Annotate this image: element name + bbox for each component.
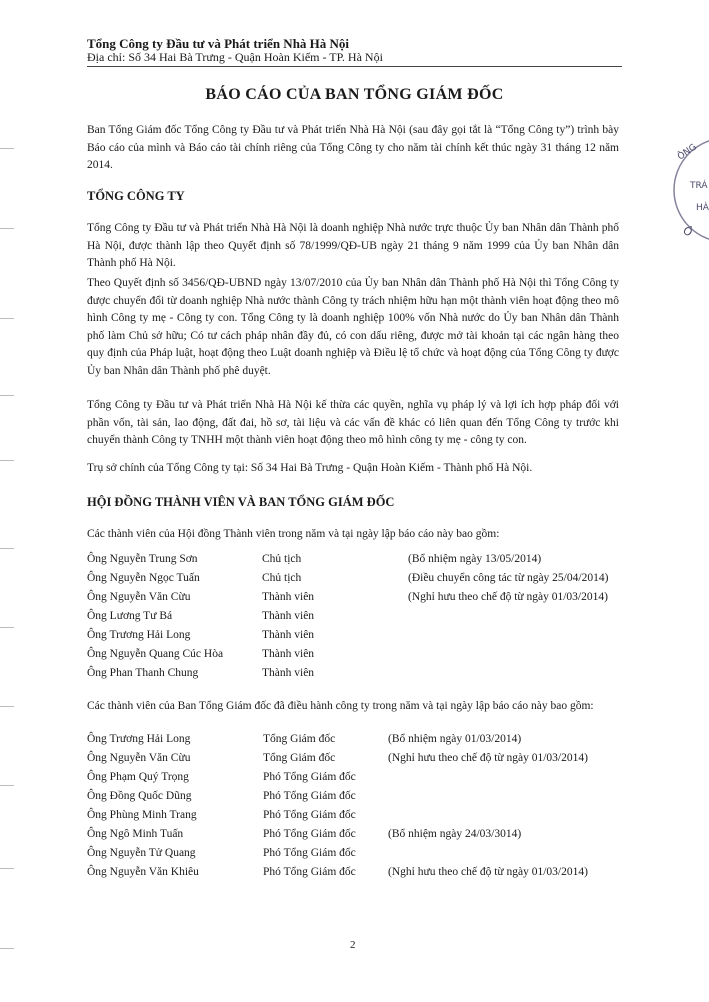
section-heading-board: HỘI ĐỒNG THÀNH VIÊN VÀ BAN TỔNG GIÁM ĐỐC [87, 495, 395, 509]
company-name: Tổng Công ty Đầu tư và Phát triển Nhà Hà Nội [87, 36, 350, 51]
company-paragraph-4: Trụ sở chính của Tổng Công ty tại: Số 34 Hai Bà Trưng - Quận Hoàn Kiếm - Thành phố Hà Nội. [87, 462, 533, 474]
board-intro: Các thành viên của Hội đồng Thành viên trong năm và tại ngày lập báo cáo này bao gồm: [87, 528, 500, 540]
person-note: (Nghỉ hưu theo chế độ từ ngày 01/03/2014) [408, 591, 608, 603]
binder-mark [0, 228, 14, 229]
person-note: (Điều chuyển công tác từ ngày 25/04/2014) [408, 572, 609, 584]
person-role: Thành viên [262, 629, 315, 641]
person-name: Ông Phạm Quý Trọng [87, 771, 189, 783]
section-heading-company: TỔNG CÔNG TY [87, 189, 185, 203]
binder-mark [0, 706, 14, 707]
person-name: Ông Đồng Quốc Dũng [87, 790, 192, 802]
person-row [87, 847, 627, 864]
intro-paragraph: Ban Tổng Giám đốc Tổng Công ty Đầu tư và Phát triển Nhà Hà Nội (sau đây gọi tắt là “Tổng Công ty”) trình bày Báo cáo của mình và Báo cáo tài chính riêng của Tổng Công ty cho năm tài chính kết thúc ngày 31 tháng 12 năm 2014. [87, 124, 619, 171]
binder-mark [0, 948, 14, 949]
person-name: Ông Ngô Minh Tuấn [87, 828, 184, 840]
person-row [87, 591, 627, 608]
person-note: (Nghỉ hưu theo chế độ từ ngày 01/03/2014) [388, 752, 588, 764]
company-paragraph-3: Tổng Công ty Đầu tư và Phát triển Nhà Hà Nội kế thừa các quyền, nghĩa vụ pháp lý và lợi ích hợp pháp đối với phần vốn, tài sản, lao động, đất đai, hồ sơ, tài liệu và các vấn đề khác có liên quan đến Tổng Công ty trước khi chuyển thành Công ty TNHH một thành viên hoạt động theo mô hình công ty mẹ - công ty con. [87, 399, 619, 446]
person-role: Phó Tổng Giám đốc [263, 847, 356, 859]
person-name: Ông Trương Hải Long [87, 629, 191, 641]
binder-mark [0, 785, 14, 786]
person-row [87, 790, 627, 807]
person-role: Phó Tổng Giám đốc [263, 790, 356, 802]
stamp-fragment [668, 120, 709, 270]
binder-mark [0, 148, 14, 149]
company-paragraph-2: Theo Quyết định số 3456/QĐ-UBND ngày 13/07/2010 của Ủy ban Nhân dân Thành phố Hà Nội thì Tổng Công ty được chuyển đổi từ doanh nghiệp Nhà nước thành Công ty trách nhiệm hữu hạn một thành viên hoạt động theo mô hình Công ty mẹ - Công ty con. Tổng Công ty là doanh nghiệp 100% vốn Nhà nước do Ủy ban Nhân dân Thành phố làm Chủ sở hữu; Có tư cách pháp nhân đầy đủ, có con dấu riêng, được mở tài khoản tại các ngân hàng theo quy định của Pháp luật, hoạt động theo Luật doanh nghiệp và Điều lệ tổ chức và hoạt động của Tổng Công ty được Ủy ban Nhân dân Thành phố phê duyệt. [87, 277, 619, 377]
person-row [87, 771, 627, 788]
person-row [87, 610, 627, 627]
company-address: Địa chỉ: Số 34 Hai Bà Trưng - Quận Hoàn Kiếm - TP. Hà Nội [87, 50, 383, 64]
person-name: Ông Nguyễn Văn Cừu [87, 591, 191, 603]
person-name: Ông Nguyễn Quang Cúc Hòa [87, 648, 224, 660]
person-role: Tổng Giám đốc [263, 752, 336, 764]
person-row [87, 667, 627, 684]
person-role: Phó Tổng Giám đốc [263, 809, 356, 821]
person-role: Phó Tổng Giám đốc [263, 828, 356, 840]
person-note: (Bổ nhiệm ngày 24/03/3014) [388, 828, 522, 840]
person-row [87, 866, 627, 883]
page-title: BÁO CÁO CỦA BAN TỔNG GIÁM ĐỐC [205, 86, 504, 103]
person-role: Phó Tổng Giám đốc [263, 866, 356, 878]
person-role: Thành viên [262, 591, 315, 603]
person-role: Tổng Giám đốc [263, 733, 336, 745]
person-row [87, 572, 627, 589]
stamp-text-1: ÔNG [675, 142, 699, 163]
person-row [87, 752, 627, 769]
person-name: Ông Nguyễn Văn Khiêu [87, 866, 199, 878]
person-row [87, 629, 627, 646]
person-role: Chủ tịch [262, 572, 302, 584]
person-row [87, 553, 627, 570]
page-number: 2 [350, 939, 356, 951]
person-name: Ông Lương Tư Bá [87, 610, 173, 622]
person-role: Chủ tịch [262, 553, 302, 565]
binder-mark [0, 395, 14, 396]
person-row [87, 828, 627, 845]
person-role: Thành viên [262, 610, 315, 622]
person-name: Ông Nguyễn Văn Cừu [87, 752, 191, 764]
binder-mark [0, 868, 14, 869]
binder-mark [0, 548, 14, 549]
management-intro: Các thành viên của Ban Tổng Giám đốc đã điều hành công ty trong năm và tại ngày lập báo cáo này bao gồm: [87, 700, 594, 712]
binder-mark [0, 460, 14, 461]
person-note: (Bổ nhiệm ngày 13/05/2014) [408, 553, 542, 565]
person-row [87, 648, 627, 665]
person-role: Thành viên [262, 648, 315, 660]
person-name: Ông Nguyễn Trung Sơn [87, 553, 198, 565]
person-row [87, 733, 627, 750]
person-note: (Nghỉ hưu theo chế độ từ ngày 01/03/2014) [388, 866, 588, 878]
stamp-text-3: HÀ [696, 203, 709, 213]
binder-mark [0, 627, 14, 628]
person-name: Ông Phan Thanh Chung [87, 667, 199, 679]
company-paragraph-1: Tổng Công ty Đầu tư và Phát triển Nhà Hà Nội là doanh nghiệp Nhà nước trực thuộc Ủy ban Nhân dân Thành phố Hà Nội, được thành lập theo Quyết định số 78/1999/QĐ-UB ngày 21 tháng 9 năm 1999 của Ủy ban Nhân dân Thành phố Hà Nội. [87, 222, 619, 269]
stamp-text-4: Ô [680, 223, 695, 240]
person-row [87, 809, 627, 826]
person-name: Ông Trương Hải Long [87, 733, 191, 745]
person-note: (Bổ nhiệm ngày 01/03/2014) [388, 733, 522, 745]
person-role: Thành viên [262, 667, 315, 679]
stamp-text-2: TRÁ [690, 181, 708, 191]
person-name: Ông Phùng Minh Trang [87, 809, 197, 821]
person-name: Ông Nguyễn Ngọc Tuấn [87, 572, 200, 584]
header-rule [87, 66, 622, 67]
person-name: Ông Nguyễn Tử Quang [87, 847, 196, 859]
binder-mark [0, 318, 14, 319]
person-role: Phó Tổng Giám đốc [263, 771, 356, 783]
